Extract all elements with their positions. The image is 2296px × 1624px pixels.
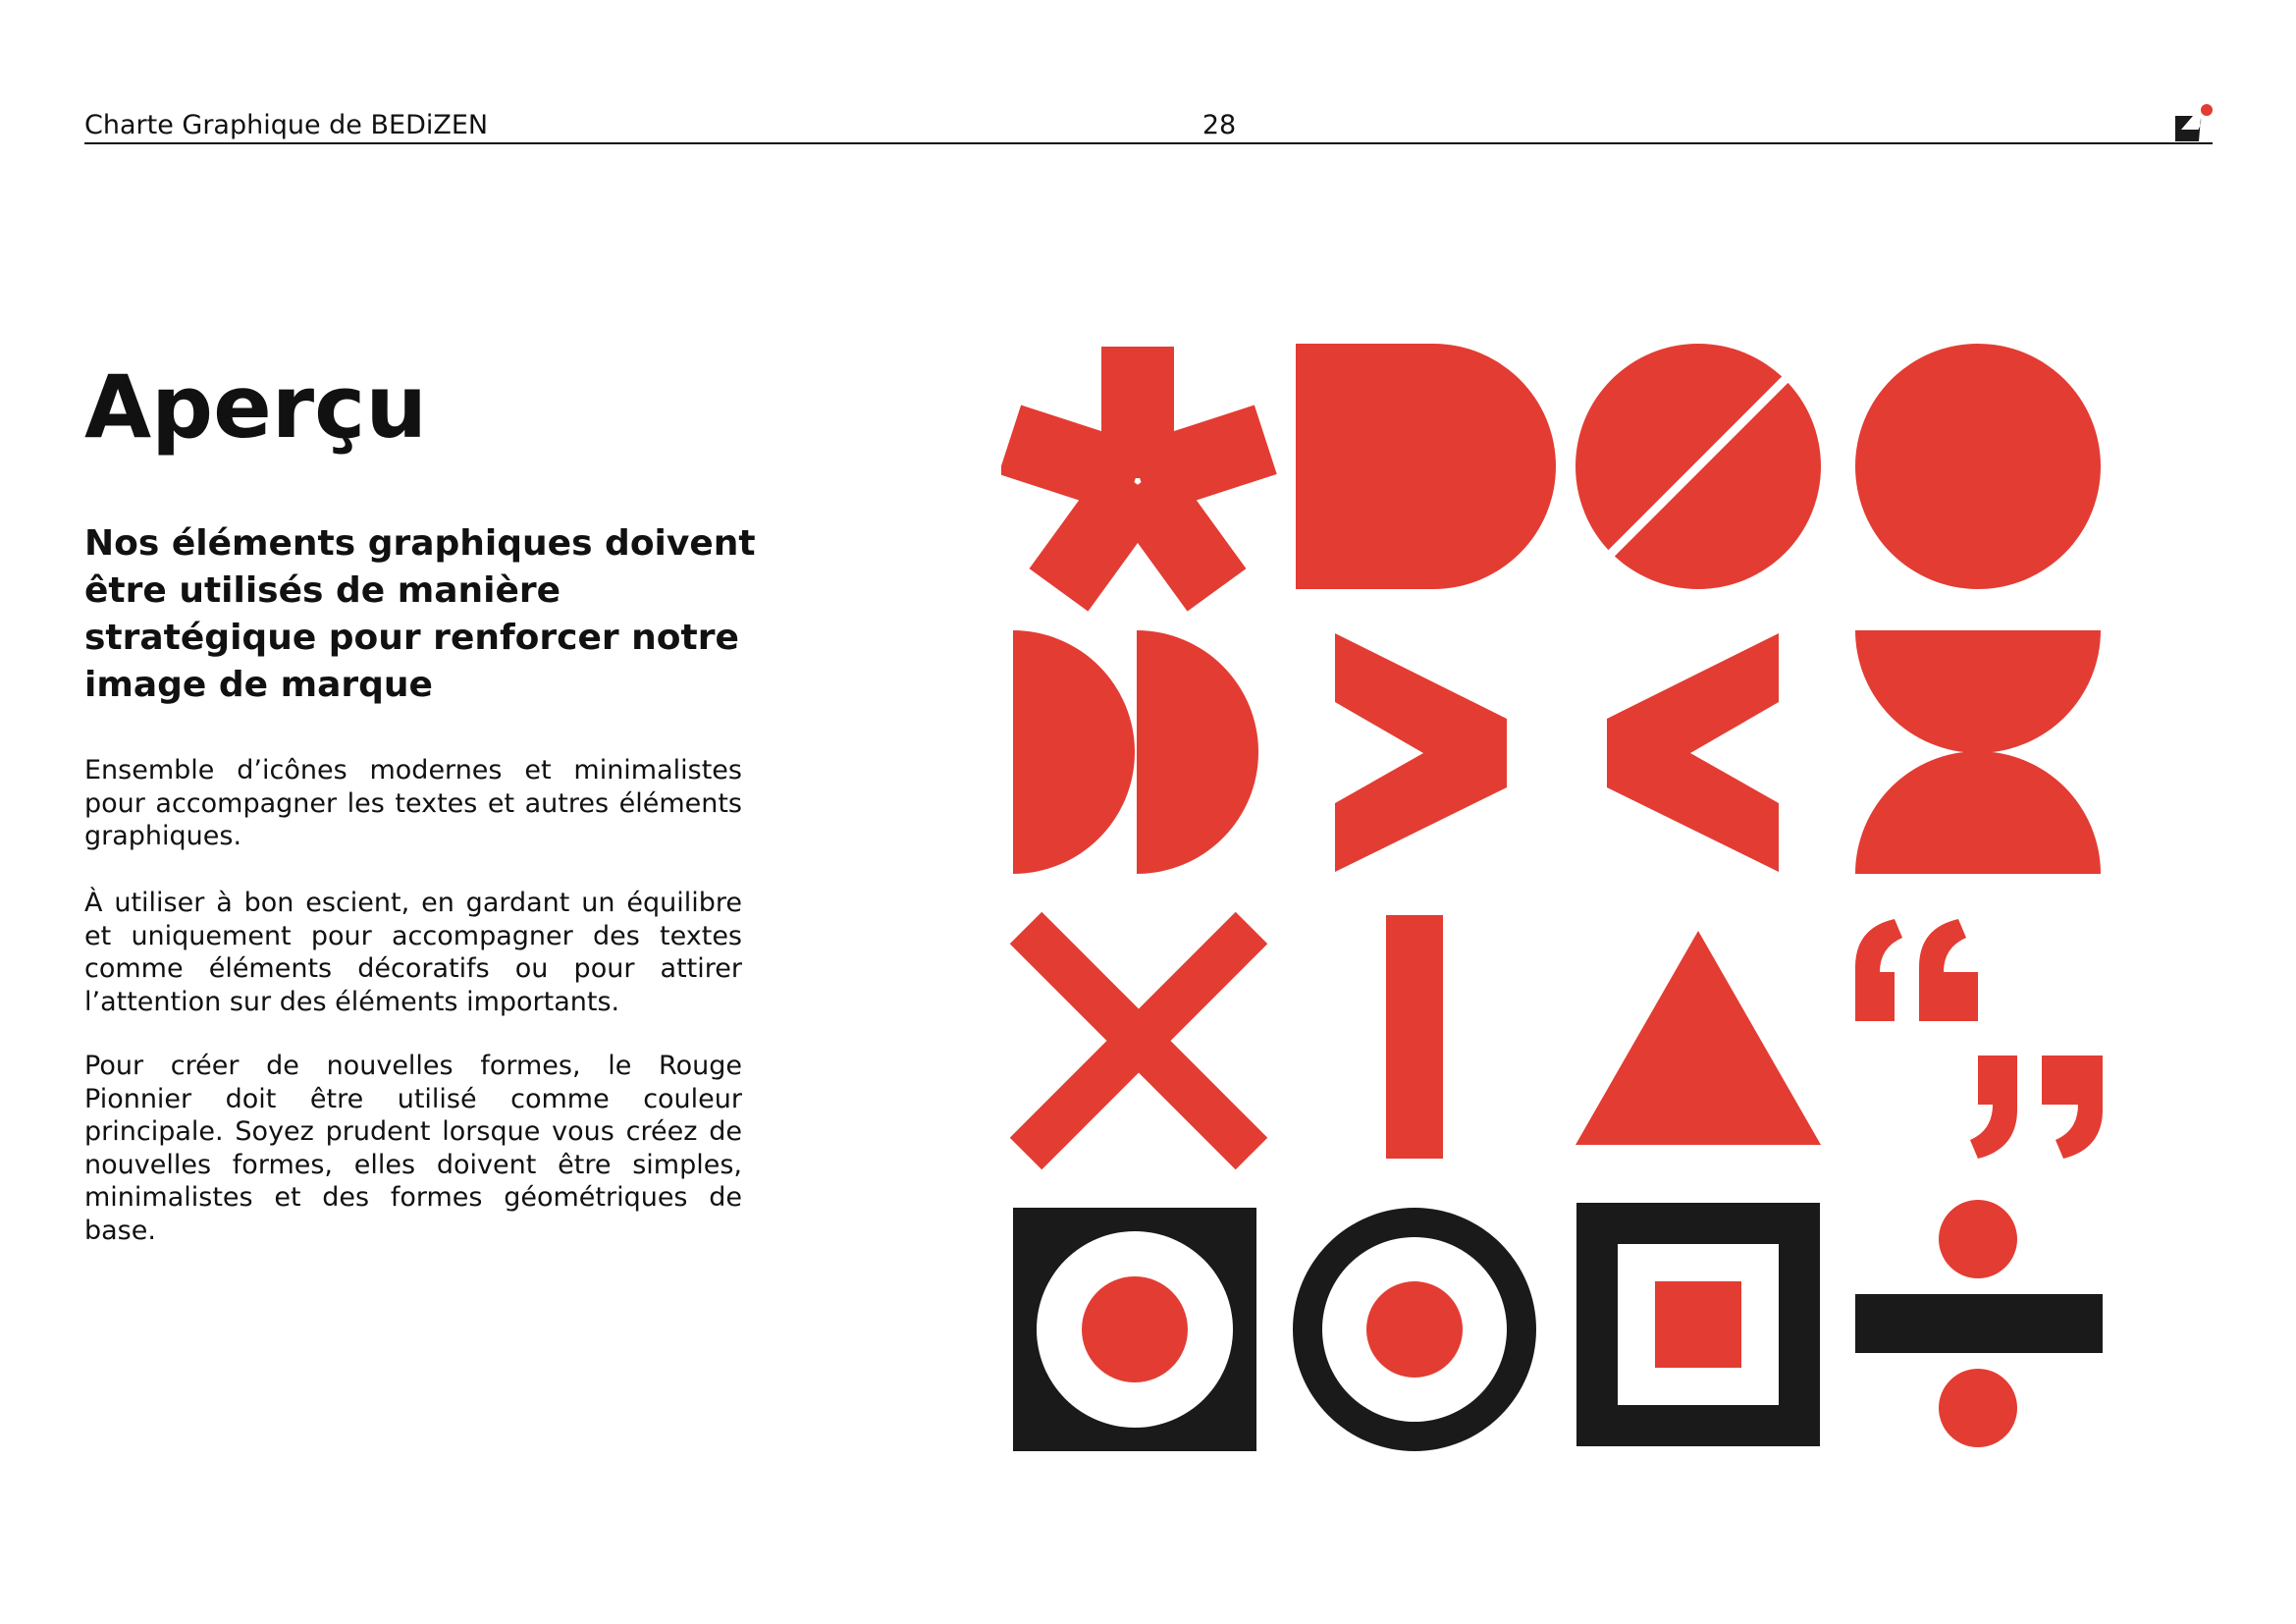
page-number: 28: [1201, 110, 1237, 140]
header-divider: [84, 142, 2213, 144]
triangle-icon: [1575, 931, 1821, 1145]
framed-square-icon: [1576, 1203, 1820, 1446]
target-circle-icon: [1293, 1208, 1536, 1451]
split-circle-icon: [1571, 339, 1826, 594]
bedizen-logo-icon: [2171, 102, 2215, 145]
cross-x-icon: [1026, 928, 1252, 1154]
hourglass-semicircles-icon: [1855, 630, 2101, 874]
document-title: Charte Graphique de BEDiZEN: [84, 110, 489, 140]
less-than-icon: [1607, 633, 1779, 872]
body-paragraph-creation: Pour créer de nouvelles formes, le Rouge Pionnier doit être utilisé comme couleur principale. Soyez prudent lorsque vous créez de nouvelles formes, elles doivent être simples, minimalistes et des formes géométriques de base.: [84, 1051, 742, 1246]
page-subtitle: Nos éléments graphiques doivent être utilisés de manière stratégique pour renforcer notre image de marque: [84, 523, 756, 705]
circle-icon: [1855, 344, 2101, 589]
quotation-marks-icon: [1855, 919, 2103, 1159]
double-half-circle-icon: [1013, 630, 1258, 874]
letter-d-icon: [1296, 344, 1556, 589]
body-paragraph-usage: À utiliser à bon escient, en gardant un équilibre et uniquement pour accompagner des textes comme éléments décoratifs ou pour attirer l’attention sur des éléments importants.: [84, 888, 742, 1017]
body-paragraph-intro: Ensemble d’icônes modernes et minimalistes pour accompagner les textes et autres éléments graphiques.: [84, 755, 742, 851]
graphic-elements-grid: [1001, 324, 2130, 1473]
asterisk-icon: [1001, 347, 1277, 612]
target-square-icon: [1013, 1208, 1256, 1451]
greater-than-icon: [1335, 633, 1507, 872]
vertical-bar-icon: [1386, 915, 1443, 1159]
division-sign-icon: [1855, 1200, 2103, 1447]
page-title: Aperçu: [84, 356, 427, 458]
page-header: [84, 106, 2213, 145]
